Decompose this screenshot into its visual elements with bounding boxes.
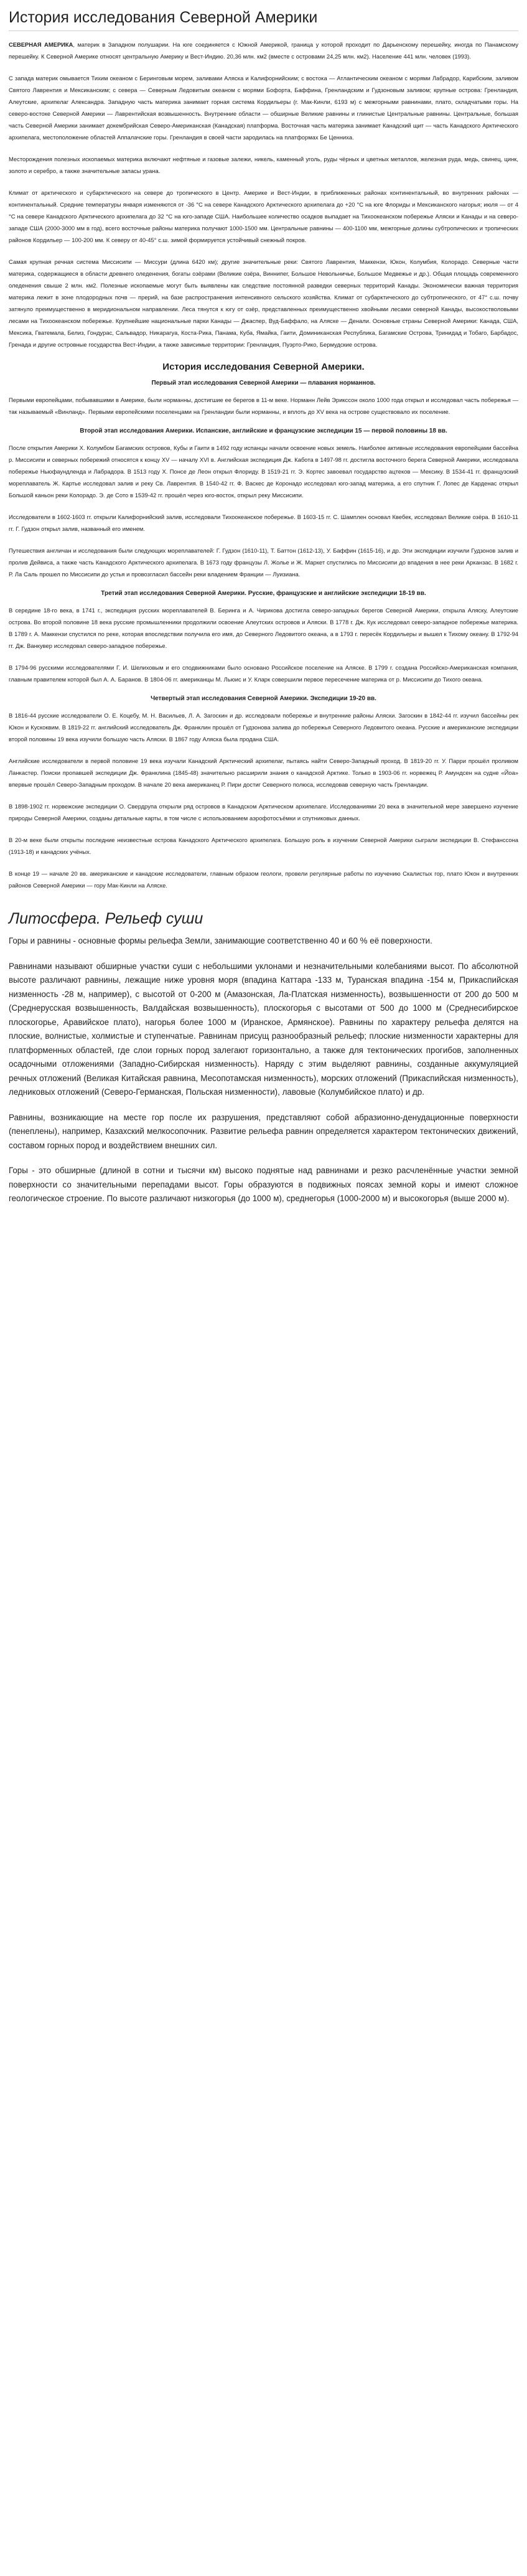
lithosphere-paragraph: Равнины, возникающие на месте гор после их разрушения, представляют собой абразионно-денудационные поверхности (пенеплены), например, Казахский мелкосопочник. Развитие рельефа равнин определяется характером тектонических движений, составом горных пород и воздействием внешних сил. (9, 1112, 518, 1150)
article (0, 0, 527, 1230)
history-paragraph: В середине 18-го века, в 1741 г., экспедиция русских мореплавателей В. Беринга и А. Чирикова достигла северо-западных берегов Северной Америки, открыла Аляску, Алеутские острова. Во второй половине 18 века русские промышленники продолжили освоение Алеутских островов и Аляски. В 1778 г. Дж. Кук исследовал северо-западное побережье материка. В 1789 г. А. Маккензи спустился по реке, которая впоследствии получила его имя, до Северного Ледовитого океана, а в 1793 г. пересёк Кордильеры и вышел к Тихому океану. В 1792-94 гг. Дж. Ванкувер исследовал северо-западное побережье. (9, 607, 518, 649)
intro-paragraph: Месторождения полезных ископаемых материка включают нефтяные и газовые залежи, никель, каменный уголь, руды чёрных и цветных металлов, железная руда, медь, свинец, цинк, золото и серебро, а также значительные запасы урана. (9, 156, 518, 174)
history-heading: История исследования Северной Америки. (162, 362, 365, 372)
lithosphere-subtitle: Горы и равнины - основные формы рельефа Земли, занимающие соответственно 40 и 60 % её поверхности. (9, 936, 432, 945)
history-paragraph: Первыми европейцами, побывавшими в Америке, были норманны, достигшие ее берегов в 11-м веке. Норманн Лейв Эрикссон около 1000 года открыл и исследовал часть побережья — так называемый «Винланд». Первыми европейскими поселенцами на Гренландии были норманны, и вплоть до XV века на острове существовало их поселение. (9, 396, 518, 415)
stage-heading-first: Первый этап исследования Северной Америки — плавания норманнов. (151, 380, 376, 386)
history-paragraph: После открытия Америки Х. Колумбом Багамских островов, Кубы и Гаити в 1492 году испанцы начали освоение новых земель. Наиболее активные исследования европейцами бассейна р. Миссисипи и северных побережий относятся к концу XV — началу XVI в. Английская экспедиция Дж. Кабота в 1497-98 гг. достигла восточного берега Северной Америки, исследовала побережье Ньюфаундленда и Лабрадора. В 1513 году Х. Понсе де Леон открыл Флориду. В 1519-21 гг. Э. Кортес завоевал государство ацтеков — Мексику. В 1534-41 гг. французский мореплаватель Ж. Картье исследовал залив и реку Св. Лаврентия. В 1540-42 гг. Ф. Васкес де Коронадо исследовал юго-запад материка, а его спутник Г. Лопес де Карденас открыл Большой каньон реки Колорадо. Э. де Сото в 1539-42 гг. прошёл через юго-восток, открыл реку Миссисипи. (9, 444, 518, 499)
lithosphere-paragraph: Горы - это обширные (длиной в сотни и тысячи км) высоко поднятые над равнинами и резко расчленённые участки земной поверхности со значительными перепадами высот. Горы образуются в подвижных поясах земной коры и имеют сложное геологическое строение. По высоте различают низкогорья (до 1000 м), среднегорья (1000-2000 м) и высокогорья (выше 2000 м). (9, 1166, 518, 1203)
stage-heading-second: Второй этап исследования Америки. Испанские, английские и французские экспедиции 15 — первой половины 18 вв. (80, 428, 447, 434)
stage-heading-third: Третий этап исследования Северной Америки. Русские, французские и английские экспедиции 18-19 вв. (101, 590, 426, 597)
history-paragraph: В 1794-96 русскими исследователями Г. И. Шелиховым и его сподвижниками было основано Российское поселение на Аляске. В 1799 г. создана Российско-Американская компания, главным правителем которой был А. А. Баранов. В 1804-06 гг. американцы М. Льюис и У. Кларк совершили первое пересечение материка от р. Миссисипи до Тихого океана. (9, 664, 518, 683)
lithosphere-paragraph: Равнинами называют обширные участки суши с небольшими уклонами и незначительными колебаниями высот. По абсолютной высоте различают равнины, лежащие ниже уровня моря (впадина Каттара -133 м, Туранская впадина -154 м, Прикаспийская низменность -28 м, например), с высотой от 0-200 м (Амазонская, Ла-Платская низменность), возвышенности от 200 до 500 м (Среднерусская возвышенность, Валдайская возвышенность), плоскогорья с высотами от 500 до 1000 м (Среднесибирское плоскогорье, Аравийское плато), нагорья более 1000 м (Иранское, Армянское). Равнины по характеру рельефа делятся на плоские, волнистые, холмистые и ступенчатые. Равнинам присущ разнообразный рельеф; плоские низменности характерны для платформенных областей, где слои горных пород залегают горизонтально, а также для тектонических прогибов, заполненных осадочными отложениями (Западно-Сибирская низменность). Наряду с этим выделяют равнины, созданные аккумуляцией речных отложений (Великая Китайская равнина, Месопотамская низменность), морских отложений (Прикаспийская низменность), ледниковых отложений (Северо-Германская, Польская низменности), лавовые (Колумбийское плато) и др. (9, 961, 518, 1097)
lead-term: СЕВЕРНАЯ АМЕРИКА (9, 41, 73, 48)
stage-heading-fourth: Четвертый этап исследования Северной Америки. Экспедиции 19-20 вв. (151, 695, 376, 702)
history-paragraph: Английские исследователи в первой половине 19 века изучали Канадский Арктический архипелаг, пытаясь найти Северо-Западный проход. В 1819-20 гг. У. Парри прошёл проливом Ланкастер. Поиски пропавшей экспедиции Дж. Франклина (1845-48) значительно расширили знания о канадской Арктике. Только в 1903-06 гг. норвежец Р. Амундсен на судне «Йоа» впервые прошёл Северо-Западным проходом. В начале 20 века американец Р. Пири достиг Северного полюса, исследовав северную часть Гренландии. (9, 757, 518, 788)
page-title: История исследования Северной Америки (9, 9, 518, 31)
lithosphere-heading: Литосфера. Рельеф суши (9, 910, 203, 927)
history-closing-paragraph: В конце 19 — начале 20 вв. американские и канадские исследователи, главным образом геологи, провели регулярные работы по изучению Скалистых гор, плато Юкон и внутренних районов Северной Америки — гору Мак-Кинли на Аляске. (9, 870, 518, 889)
intro-paragraph: С запада материк омывается Тихим океаном с Беринговым морем, заливами Аляска и Калифорнийским; с востока — Атлантическим океаном с морями Лабрадор, Карибским, заливом Святого Лаврентия и Мексиканским; с севера — Северным Ледовитым океаном с морями Бофорта, Баффина, Гренландским и Гудзоновым заливом; крупные острова: Гренландия, Алеутские, архипелаг Александра. Западную часть материка занимает горная система Кордильеры (г. Мак-Кинли, 6193 м) с межгорными равнинами, плато, складчатыми горы. На северо-востоке Северной Америки — Лаврентийская возвышенность. Внутренние области — обширные Великие равнины и глинистые Центральные равнины. Центральные, большая часть Северной Америки занимает докембрийская Северо-Американская (Канадская) платформа. Восточная часть материка занимает Канадский щит — часть Канадского Арктического архипелага, местоположение областей Аппалачские горы. Гренландия в своей части зародилась на платформах Бе Ценниха. (9, 75, 518, 141)
intro-paragraph: Самая крупная речная система Миссисипи — Миссури (длина 6420 км); другие значительные реки: Святого Лаврентия, Маккензи, Юкон, Колумбия, Колорадо. Северные части материка, содержащиеся в области древнего оледенения, богаты озёрами (Великие озёра, Виннипег, Большое Невольничье, Большое Медвежье и др.). Общая площадь современного оледенения свыше 2 млн. км2. Полезные ископаемые могут быть выявлены как следствие постоянной разведки северных территорий Канады. Экономически важная территория материка лежит в зоне плодородных почв — прерий, на базе распространения интенсивного сельского хозяйства. Климат от субарктического до субтропического, от 47° с.ш. почву затянуло преимущественно в меридиональном направлении. Леса тянутся к югу от озёр, представленных преимущественно хвойными лесами северной Канады, высокостволовыми лесами на Тихоокеанском побережье. Крупнейшие национальные парки Канады — Джаспер, Вуд-Баффало, на Аляске — Денали. Основные страны Северной Америки: Канада, США, Мексика, Гватемала, Белиз, Гондурас, Сальвадор, Никарагуа, Коста-Рика, Панама, Куба, Ямайка, Гаити, Доминиканская Республика, Багамские Острова, Тринидад и Тобаго, Барбадос, Гренада и другие островные государства Вест-Индии, а также зависимые территории: Гренландия, Пуэрто-Рико, Бермудские острова. (9, 258, 518, 348)
history-paragraph: Путешествия англичан и исследования были следующих мореплавателей: Г. Гудзон (1610-11), Т. Баттон (1612-13), У. Баффин (1615-16), и др. Эти экспедиции изучили Гудзонов залив и пролив Дейвиса, а также часть Канадского Арктического архипелага. В 1673 году французы Л. Жолье и Ж. Маркет спустились по Миссисипи до впадения в нее реки Арканзас. В 1682 г. Р. Ла Саль прошел по Миссисипи до устья и провозгласил бассейн реки владением Франции — Луизиана. (9, 547, 518, 578)
paragraph-text: , материк в Западном полушарии. На юге соединяется с Южной Америкой, граница у которой проходит по Дарьенскому перешейку, иногда по Панамскому перешейку. К Северной Америке относят центральную Америку и Вест-Индию. 20,36 млн. км2 (вместе с островами 24,25 млн. км2). Население 441 млн. человек (1993). (9, 41, 519, 60)
history-paragraph: В 20-м веке были открыты последние неизвестные острова Канадского Арктического архипелага. Большую роль в изучении Северной Америки сыграли экспедиции В. Стефанссона (1913-18) и канадских учёных. (9, 836, 518, 855)
history-paragraph: В 1816-44 русские исследователи О. Е. Коцебу, М. Н. Васильев, Л. А. Загоскин и др. исследовали побережье и внутренние районы Аляски. Загоскин в 1842-44 гг. изучил бассейны рек Юкон и Кускоквим. В 1819-22 гг. английский исследователь Дж. Франклин прошёл от Гудзонова залива до побережья Северного Ледовитого океана. Русские и американские экспедиции второй половины 19 века изучили большую часть Аляски. В 1867 году Аляска была продана США. (9, 712, 518, 742)
lithosphere-section (9, 910, 518, 1206)
intro-paragraph (9, 39, 518, 62)
history-section (9, 362, 518, 891)
history-paragraph: Исследователи в 1602-1603 гг. открыли Калифорнийский залив, исследовали Тихоокеанское побережье. В 1603-15 гг. С. Шамплен основал Квебек, исследовал Великие озёра. В 1610-11 гг. Г. Гудзон открыл залив, названный его именем. (9, 513, 518, 532)
intro-section (9, 39, 518, 350)
history-paragraph: В 1898-1902 гг. норвежские экспедиции О. Свердрупа открыли ряд островов в Канадском Арктическом архипелаге. Исследованиями 20 века в значительной мере завершено изучение природы Северной Америки, созданы детальные карты, в том числе с использованием аэрофотосъёмки и спутниковых данных. (9, 803, 518, 822)
intro-paragraph: Климат от арктического и субарктического на севере до тропического в Центр. Америке и Вест-Индии, в приближенных районах континентальный, во внутренних районах — континентальный. Средние температуры января изменяются от -36 °C на севере Канадского Арктического архипелага до +20 °C на юге Флориды и Мексиканского нагорья; июля — от 4 °C на севере Канадского Арктического архипелага до 32 °C на юго-западе США. Наибольшее количество осадков выпадает на Тихоокеанском побережье Аляски и Канады и на северо-западе США (2000-3000 мм в год), всего восточные районы материка получают 1000-1500 мм. Центральные равнины — 400-1100 мм, межгорные долины субтропических и тропических районов Кордильер — 100-200 мм. К северу от 40-45° с.ш. зимой формируется устойчивый снежный покров. (9, 189, 518, 243)
